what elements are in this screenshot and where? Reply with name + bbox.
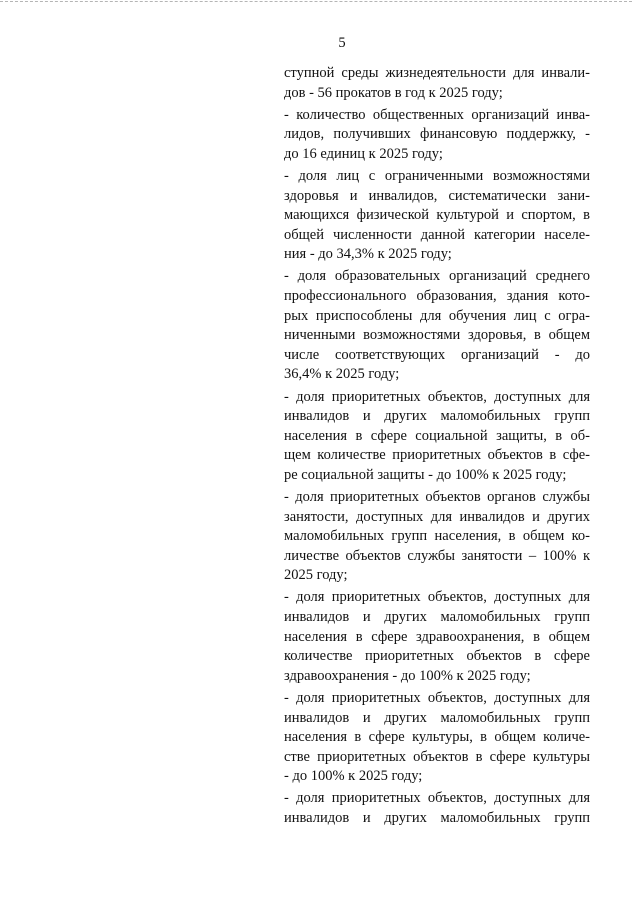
text-line: инвалидов и других маломобильных групп bbox=[284, 809, 590, 826]
paragraph bbox=[284, 689, 590, 787]
text-line: до 16 единиц к 2025 году; bbox=[284, 145, 443, 162]
text-line: дов - 56 прокатов в год к 2025 году; bbox=[284, 84, 503, 101]
text-line: ре социальной защиты - до 100% к 2025 году; bbox=[284, 466, 567, 483]
text-line: стве приоритетных объектов в сфере культуры bbox=[284, 748, 590, 765]
text-line: - до 100% к 2025 году; bbox=[284, 768, 423, 785]
text-line: занятости, доступных для инвалидов и других bbox=[284, 508, 590, 525]
text-line: щем количестве приоритетных объектов в сфе- bbox=[284, 447, 590, 464]
page-top-edge bbox=[0, 1, 632, 2]
paragraph bbox=[284, 106, 590, 165]
paragraph bbox=[284, 267, 590, 385]
text-column bbox=[284, 64, 590, 829]
text-line: ступной среды жизнедеятельности для инвали- bbox=[284, 65, 590, 81]
text-line: лидов, получивших финансовую поддержку, - bbox=[284, 126, 590, 143]
text-line: ниченными возможностями здоровья, в общем bbox=[284, 327, 590, 344]
text-line: - количество общественных организаций инва- bbox=[284, 106, 590, 123]
text-line: инвалидов и других маломобильных групп bbox=[284, 408, 590, 425]
text-line: количестве приоритетных объектов в сфере bbox=[284, 648, 590, 665]
text-line: - доля приоритетных объектов органов службы bbox=[284, 488, 590, 505]
text-line: 36,4% к 2025 году; bbox=[284, 366, 400, 383]
text-line: инвалидов и других маломобильных групп bbox=[284, 609, 590, 626]
text-line: маломобильных групп населения, в общем ко- bbox=[284, 528, 590, 545]
text-line: инвалидов и других маломобильных групп bbox=[284, 709, 590, 726]
text-line: мающихся физической культурой и спортом, в bbox=[284, 207, 590, 224]
text-line: ния - до 34,3% к 2025 году; bbox=[284, 246, 452, 263]
paragraph bbox=[284, 789, 590, 828]
page-number: 5 bbox=[338, 35, 346, 51]
paragraph bbox=[284, 488, 590, 586]
text-line: населения в сфере социальной защиты, в об- bbox=[284, 427, 590, 444]
paragraph bbox=[284, 64, 590, 103]
text-line: населения в сфере здравоохранения, в общем bbox=[284, 628, 590, 645]
text-line: населения в сфере культуры, в общем количе- bbox=[284, 729, 590, 746]
text-line: личестве объектов службы занятости – 100% к bbox=[284, 547, 590, 564]
text-line: - доля образовательных организаций среднего bbox=[284, 268, 590, 285]
text-line: - доля приоритетных объектов, доступных для bbox=[284, 790, 590, 807]
text-line: общей численности данной категории населе- bbox=[284, 226, 590, 243]
text-line: профессионального образования, здания кото- bbox=[284, 288, 590, 305]
paragraph bbox=[284, 388, 590, 486]
text-line: - доля лиц с ограниченными возможностями bbox=[284, 167, 590, 184]
paragraph bbox=[284, 588, 590, 686]
text-line: - доля приоритетных объектов, доступных для bbox=[284, 689, 590, 706]
text-line: - доля приоритетных объектов, доступных для bbox=[284, 589, 590, 606]
text-line: 2025 году; bbox=[284, 567, 348, 584]
text-line: здоровья и инвалидов, систематически зани- bbox=[284, 187, 590, 204]
text-line: рых приспособлены для обучения лиц с огра- bbox=[284, 307, 590, 324]
paragraph bbox=[284, 167, 590, 265]
text-line: - доля приоритетных объектов, доступных для bbox=[284, 388, 590, 405]
text-line: здравоохранения - до 100% к 2025 году; bbox=[284, 667, 531, 684]
text-line: числе соответствующих организаций - до bbox=[284, 346, 590, 363]
